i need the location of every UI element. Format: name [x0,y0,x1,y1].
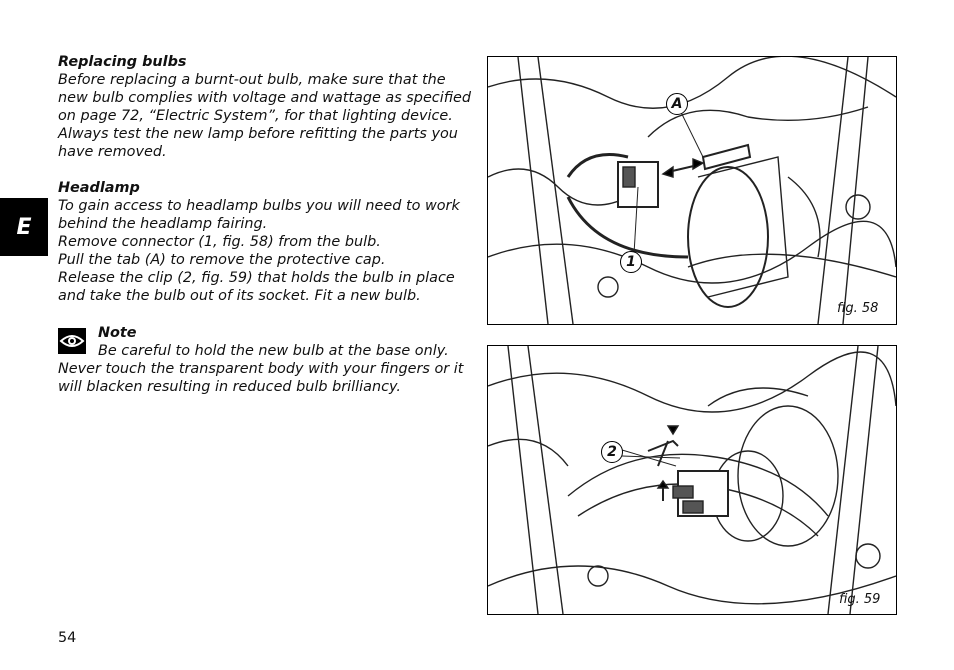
headlamp-line: behind the headlamp fairing. [58,216,268,232]
note-line: will blacken resulting in reduced bulb brilliancy. [58,379,401,395]
instructions-column [58,53,478,305]
intro-line: Before replacing a burnt-out bulb, make sure that the [58,72,446,88]
intro-line: Always test the new lamp before refitting the parts you [58,126,458,142]
figure-59 [487,345,897,615]
note-block [58,324,478,396]
headlamp-title: Headlamp [58,180,140,196]
figure-caption: fig. 58 [837,301,879,316]
headlamp-line: Pull the tab (A) to remove the protective cap. [58,252,386,268]
language-tab: E [0,198,48,256]
figure-caption: fig. 59 [839,592,881,607]
intro-line: new bulb complies with voltage and wattage as specified [58,90,471,106]
intro-line: on page 72, “Electric System”, for that lighting device. [58,108,453,124]
intro-line: have removed. [58,144,167,160]
note-line: Never touch the transparent body with your fingers or it [58,361,464,377]
figure-58 [487,56,897,325]
note-title: Note [98,325,137,341]
headlamp-connector-illustration [488,57,896,324]
headlamp-line: To gain access to headlamp bulbs you will need to work [58,198,460,214]
section-title: Replacing bulbs [58,54,187,70]
bulb-clip-illustration [488,346,896,614]
headlamp-line: Remove connector (1, fig. 58) from the bulb. [58,234,381,250]
headlamp-line: and take the bulb out of its socket. Fit a new bulb. [58,288,421,304]
eye-icon [58,328,86,354]
callout-a: A [666,93,688,115]
note-line: Be careful to hold the new bulb at the base only. [98,343,449,359]
callout-1: 1 [620,251,642,273]
headlamp-line: Release the clip (2, fig. 59) that holds the bulb in place [58,270,455,286]
callout-2: 2 [601,441,623,463]
page-number: 54 [58,630,77,646]
